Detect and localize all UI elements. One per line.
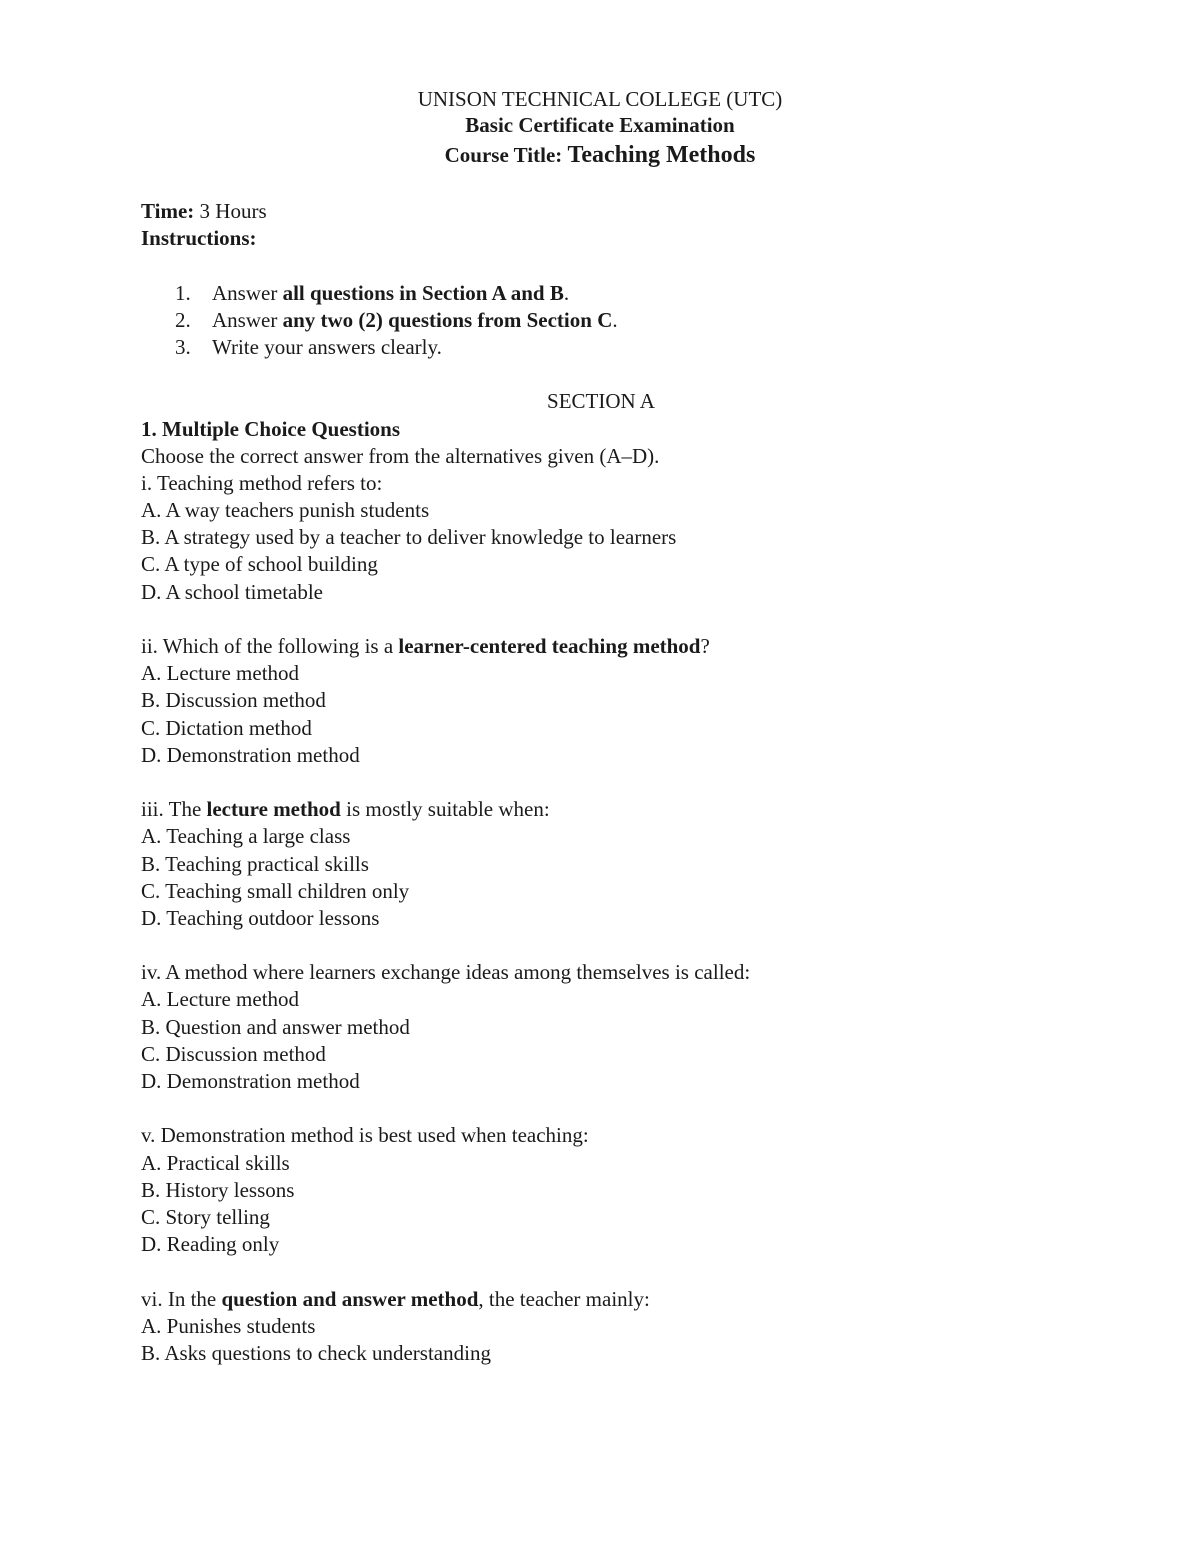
exam-body <box>141 198 1121 1367</box>
instructions-label: Instructions: <box>141 226 257 251</box>
instruction-item: 2. Answer any two (2) questions from Section C. <box>175 307 618 332</box>
option: A. A way teachers punish students <box>141 498 430 523</box>
option: B. A strategy used by a teacher to deliver knowledge to learners <box>141 525 677 550</box>
question: iii. The lecture method is mostly suitable when: <box>141 797 550 822</box>
course-title: Teaching Methods <box>567 142 756 168</box>
option: A. Lecture method <box>141 661 300 686</box>
option: D. Reading only <box>141 1232 280 1257</box>
course-title-line <box>0 138 1200 172</box>
option: A. Punishes students <box>141 1313 316 1338</box>
option: D. Demonstration method <box>141 1069 360 1093</box>
time-value: 3 Hours <box>199 199 267 223</box>
option: D. A school timetable <box>141 579 323 604</box>
question: vi. In the question and answer method, the teacher mainly: <box>141 1286 650 1311</box>
option: B. Asks questions to check understanding <box>141 1340 491 1365</box>
option: D. Demonstration method <box>141 742 360 767</box>
question: v. Demonstration method is best used when teaching: <box>141 1123 589 1148</box>
question: iv. A method where learners exchange ideas among themselves is called: <box>141 960 751 985</box>
option: C. Dictation method <box>141 715 312 740</box>
course-title-label: Course Title: <box>444 143 563 167</box>
instruction-item: 3. Write your answers clearly. <box>175 334 442 359</box>
option: C. Story telling <box>141 1204 270 1229</box>
option: C. Discussion method <box>141 1041 326 1066</box>
question: i. Teaching method refers to: <box>141 470 383 495</box>
exam-header <box>0 86 1200 172</box>
instruction-item: 1. Answer all questions in Section A and B. <box>175 280 570 305</box>
time-line <box>141 198 1121 225</box>
option: B. Teaching practical skills <box>141 851 369 876</box>
college-name: UNISON TECHNICAL COLLEGE (UTC) <box>417 87 783 111</box>
option: A. Practical skills <box>141 1150 290 1175</box>
section-a-directions: Choose the correct answer from the alternatives given (A–D). <box>141 443 660 468</box>
option: D. Teaching outdoor lessons <box>141 905 380 930</box>
question: ii. Which of the following is a learner-centered teaching method? <box>141 634 710 658</box>
exam-title: Basic Certificate Examination <box>465 113 735 137</box>
option: B. Discussion method <box>141 688 326 713</box>
section-a-title: SECTION A <box>547 389 655 414</box>
option: B. Question and answer method <box>141 1014 410 1039</box>
time-label: Time: <box>141 199 195 223</box>
option: A. Lecture method <box>141 987 300 1012</box>
option: C. A type of school building <box>141 552 378 577</box>
option: B. History lessons <box>141 1177 295 1202</box>
option: A. Teaching a large class <box>141 824 351 849</box>
section-a-heading: 1. Multiple Choice Questions <box>141 416 401 441</box>
option: C. Teaching small children only <box>141 878 410 903</box>
